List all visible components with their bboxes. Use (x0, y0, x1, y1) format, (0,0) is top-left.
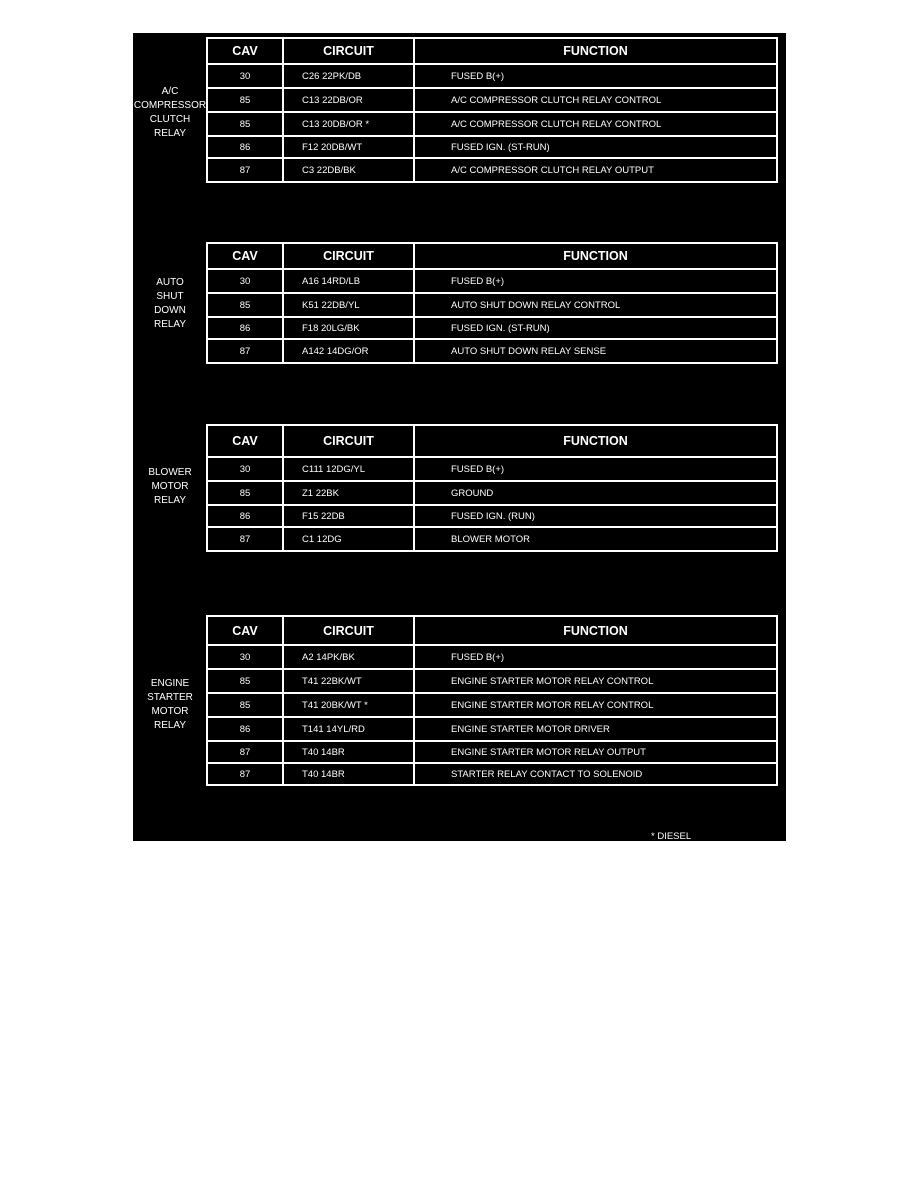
relay-label-line: MOTOR (151, 706, 189, 717)
relay-label (133, 85, 207, 141)
circuit-cell: A142 14DG/OR (284, 340, 415, 362)
cav-cell: 30 (208, 65, 284, 87)
table-row (208, 480, 776, 504)
cav-cell: 86 (208, 506, 284, 526)
circuit-cell: T40 14BR (284, 764, 415, 784)
diesel-footnote: * DIESEL (651, 831, 692, 842)
cav-cell: 85 (208, 670, 284, 692)
table-row (208, 157, 776, 181)
cav-cell: 86 (208, 318, 284, 338)
circuit-cell: T41 22BK/WT (284, 670, 415, 692)
function-cell: ENGINE STARTER MOTOR RELAY CONTROL (451, 675, 654, 687)
header-cav: CAV (208, 39, 284, 63)
relay-label (133, 677, 207, 733)
circuit-cell: C1 12DG (284, 528, 415, 550)
function-cell: AUTO SHUT DOWN RELAY SENSE (451, 345, 607, 357)
circuit-cell: C13 22DB/OR (284, 89, 415, 111)
circuit-cell: Z1 22BK (284, 482, 415, 504)
table-row (208, 87, 776, 111)
function-cell: ENGINE STARTER MOTOR DRIVER (451, 723, 610, 735)
relay-label-line: MOTOR (151, 481, 189, 492)
relay-label-line: A/C (161, 86, 179, 97)
relay-label-line: CLUTCH (149, 114, 191, 125)
relay-label-line: RELAY (153, 720, 187, 731)
relay-label-line: AUTO (156, 277, 184, 288)
cav-cell: 87 (208, 340, 284, 362)
header-cav: CAV (208, 244, 284, 268)
header-circuit: CIRCUIT (284, 426, 415, 456)
cav-cell: 87 (208, 742, 284, 762)
table-row (208, 316, 776, 338)
function-cell: A/C COMPRESSOR CLUTCH RELAY CONTROL (451, 94, 662, 106)
function-cell: FUSED IGN. (ST-RUN) (451, 322, 550, 334)
table-row (208, 762, 776, 784)
cav-cell: 30 (208, 458, 284, 480)
table-header-row (208, 244, 776, 268)
circuit-cell: F15 22DB (284, 506, 415, 526)
circuit-cell: A16 14RD/LB (284, 270, 415, 292)
function-cell: FUSED IGN. (RUN) (451, 510, 535, 522)
relay-label-line: ENGINE (150, 678, 190, 689)
pinout-table (206, 37, 778, 183)
header-function: FUNCTION (563, 44, 628, 58)
table-row (208, 111, 776, 135)
diagram-panel (133, 33, 786, 841)
cav-cell: 85 (208, 294, 284, 316)
relay-label (133, 276, 207, 332)
function-cell: ENGINE STARTER MOTOR RELAY OUTPUT (451, 746, 646, 758)
relay-label-line: RELAY (153, 495, 187, 506)
header-circuit: CIRCUIT (284, 39, 415, 63)
header-cav: CAV (208, 426, 284, 456)
circuit-cell: T141 14YL/RD (284, 718, 415, 740)
relay-label-line: SHUT (156, 291, 184, 302)
function-cell: FUSED B(+) (451, 463, 505, 475)
table-row (208, 526, 776, 550)
circuit-cell: A2 14PK/BK (284, 646, 415, 668)
table-header-row (208, 617, 776, 644)
circuit-cell: F18 20LG/BK (284, 318, 415, 338)
relay-label (133, 466, 207, 508)
table-row (208, 740, 776, 762)
table-row (208, 292, 776, 316)
header-function: FUNCTION (563, 434, 628, 448)
circuit-cell: C13 20DB/OR * (284, 113, 415, 135)
table-row (208, 504, 776, 526)
pinout-table (206, 242, 778, 364)
table-header-row (208, 426, 776, 456)
function-cell: FUSED IGN. (ST-RUN) (451, 141, 550, 153)
relay-label-line: DOWN (154, 305, 186, 316)
pinout-table (206, 615, 778, 786)
table-row (208, 644, 776, 668)
table-row (208, 63, 776, 87)
header-function: FUNCTION (563, 249, 628, 263)
circuit-cell: T40 14BR (284, 742, 415, 762)
circuit-cell: K51 22DB/YL (284, 294, 415, 316)
circuit-cell: F12 20DB/WT (284, 137, 415, 157)
header-cav: CAV (208, 617, 284, 644)
table-row (208, 268, 776, 292)
circuit-cell: C111 12DG/YL (284, 458, 415, 480)
function-cell: FUSED B(+) (451, 651, 505, 663)
table-header-row (208, 39, 776, 63)
function-cell: BLOWER MOTOR (451, 533, 530, 545)
cav-cell: 85 (208, 482, 284, 504)
cav-cell: 85 (208, 694, 284, 716)
header-circuit: CIRCUIT (284, 244, 415, 268)
function-cell: GROUND (451, 487, 494, 499)
cav-cell: 87 (208, 764, 284, 784)
function-cell: ENGINE STARTER MOTOR RELAY CONTROL (451, 699, 654, 711)
cav-cell: 86 (208, 718, 284, 740)
pinout-table (206, 424, 778, 552)
relay-label-line: COMPRESSOR (133, 100, 207, 111)
relay-label-line: RELAY (153, 319, 187, 330)
table-row (208, 716, 776, 740)
circuit-cell: T41 20BK/WT * (284, 694, 415, 716)
header-circuit: CIRCUIT (284, 617, 415, 644)
function-cell: A/C COMPRESSOR CLUTCH RELAY CONTROL (451, 118, 662, 130)
table-row (208, 668, 776, 692)
table-row (208, 456, 776, 480)
cav-cell: 85 (208, 89, 284, 111)
circuit-cell: C3 22DB/BK (284, 159, 415, 181)
cav-cell: 87 (208, 528, 284, 550)
table-row (208, 135, 776, 157)
relay-label-line: STARTER (147, 692, 193, 703)
cav-cell: 86 (208, 137, 284, 157)
table-row (208, 338, 776, 362)
cav-cell: 30 (208, 646, 284, 668)
circuit-cell: C26 22PK/DB (284, 65, 415, 87)
function-cell: FUSED B(+) (451, 275, 505, 287)
cav-cell: 87 (208, 159, 284, 181)
cav-cell: 30 (208, 270, 284, 292)
function-cell: AUTO SHUT DOWN RELAY CONTROL (451, 299, 621, 311)
header-function: FUNCTION (563, 623, 628, 638)
table-row (208, 692, 776, 716)
cav-cell: 85 (208, 113, 284, 135)
function-cell: A/C COMPRESSOR CLUTCH RELAY OUTPUT (451, 164, 654, 176)
function-cell: STARTER RELAY CONTACT TO SOLENOID (451, 768, 643, 780)
relay-label-line: RELAY (153, 128, 187, 139)
function-cell: FUSED B(+) (451, 70, 505, 82)
relay-label-line: BLOWER (148, 467, 192, 478)
